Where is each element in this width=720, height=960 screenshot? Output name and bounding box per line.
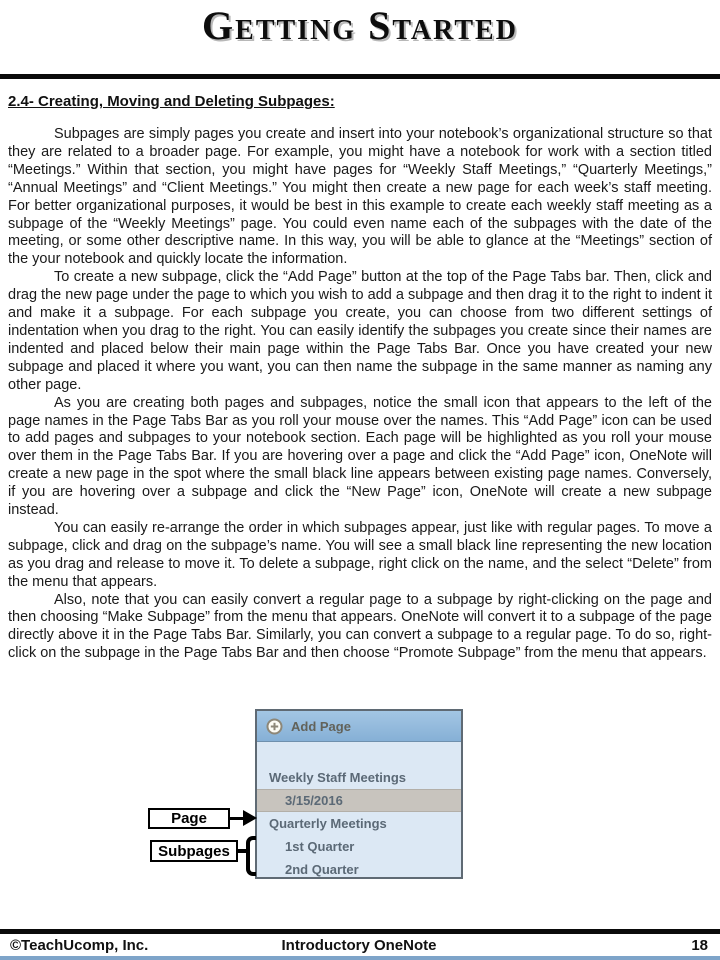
footer-booktitle: Introductory OneNote	[281, 937, 437, 954]
footer	[10, 937, 708, 954]
bottom-accent-bar	[0, 956, 720, 960]
callout-arrow	[229, 817, 244, 820]
plus-circle-icon	[266, 718, 283, 735]
paragraph: To create a new subpage, click the “Add Page” button at the top of the Page Tabs bar. Then, click and drag the new page under the page to which you wish to add a subpage and then drag it to the right to indent it and make it a subpage. For each subpage you create, you can choose from two different settings of indentation when you drag to the right. You can easily identify the subpages you create since their names are indented and placed below their main page within the Page Tabs Bar. Once you have created your new subpage and placed it where you want, you can then name the subpage in the same manner as naming any other page.	[8, 269, 712, 393]
page-tabs-figure	[0, 705, 720, 887]
body-text	[8, 126, 712, 663]
footer-page-number: 18	[691, 937, 708, 954]
page-tab[interactable]: Quarterly Meetings	[269, 816, 387, 831]
footer-divider	[0, 929, 720, 934]
subpage-tab[interactable]: 1st Quarter	[285, 839, 355, 854]
top-divider	[0, 74, 720, 79]
add-page-label: Add Page	[291, 718, 351, 734]
subpage-tab-selected[interactable]: 3/15/2016	[257, 789, 461, 812]
page-title: Getting Started	[202, 3, 518, 48]
callout-arrow-head-icon	[243, 810, 257, 826]
callout-subpages-label: Subpages	[158, 842, 230, 860]
callout-page	[148, 808, 230, 829]
paragraph: You can easily re-arrange the order in which subpages appear, just like with regular pages. To move a subpage, click and drag on the subpage’s name. You will see a small black line representing the new location as you drag and release to move it. To delete a subpage, right click on the name, and the select “Delete” from the menu that appears.	[8, 519, 712, 590]
page-tab[interactable]: Weekly Staff Meetings	[269, 770, 407, 785]
callout-page-label: Page	[171, 810, 207, 827]
footer-copyright: ©TeachUcomp, Inc.	[10, 937, 149, 954]
paragraph: Also, note that you can easily convert a regular page to a subpage by right-clicking on the page and then choosing “Make Subpage” from the menu that appears. OneNote will convert it to a subpage of the page directly above it in the Page Tabs Bar. Similarly, you can convert a subpage to a regular page. To do so, right-click on the subpage in the Page Tabs Bar and then choose “Promote Subpage” from the menu that appears.	[8, 591, 712, 662]
callout-bracket	[246, 836, 256, 876]
section-heading: 2.4- Creating, Moving and Deleting Subpages:	[8, 93, 335, 110]
page-tabs-bar	[255, 709, 463, 879]
subpage-tab[interactable]: 2nd Quarter	[285, 862, 359, 877]
paragraph: As you are creating both pages and subpages, notice the small icon that appears to the left of the page names in the Page Tabs Bar as you roll your mouse over the names. This “Add Page” icon can be used to add pages and subpages to your notebook section. Each page will be highlighted as you roll your mouse over them in the Page Tabs Bar. If you are hovering over a page and click the “Add Page” icon, OneNote will create a new page in the spot where the small black line appears between existing page names. Conversely, if you are hovering over a subpage and click the “New Page” icon, OneNote will create a new subpage instead.	[8, 394, 712, 519]
callout-subpages	[150, 840, 238, 862]
paragraph: Subpages are simply pages you create and insert into your notebook’s organizational structure so that they are related to a broader page. For example, you might have a notebook for work with a section titled “Meetings.” Within that section, you might have pages for “Weekly Staff Meetings,” “Quarterly Meetings,” “Annual Meetings” and “Client Meetings.” You might then create a new page for each week’s staff meeting. For better organizational purposes, it would be best in this example to create each weekly staff meeting as a subpage of the “Weekly Meetings” page. You could even name each of the subpages with the date of the meeting, or some other descriptive name. In this way, you will be able to glance at the “Meetings” section of the your notebook and quickly locate the information.	[8, 126, 712, 268]
tabs-spacer	[257, 742, 461, 766]
add-page-button[interactable]	[257, 711, 461, 742]
